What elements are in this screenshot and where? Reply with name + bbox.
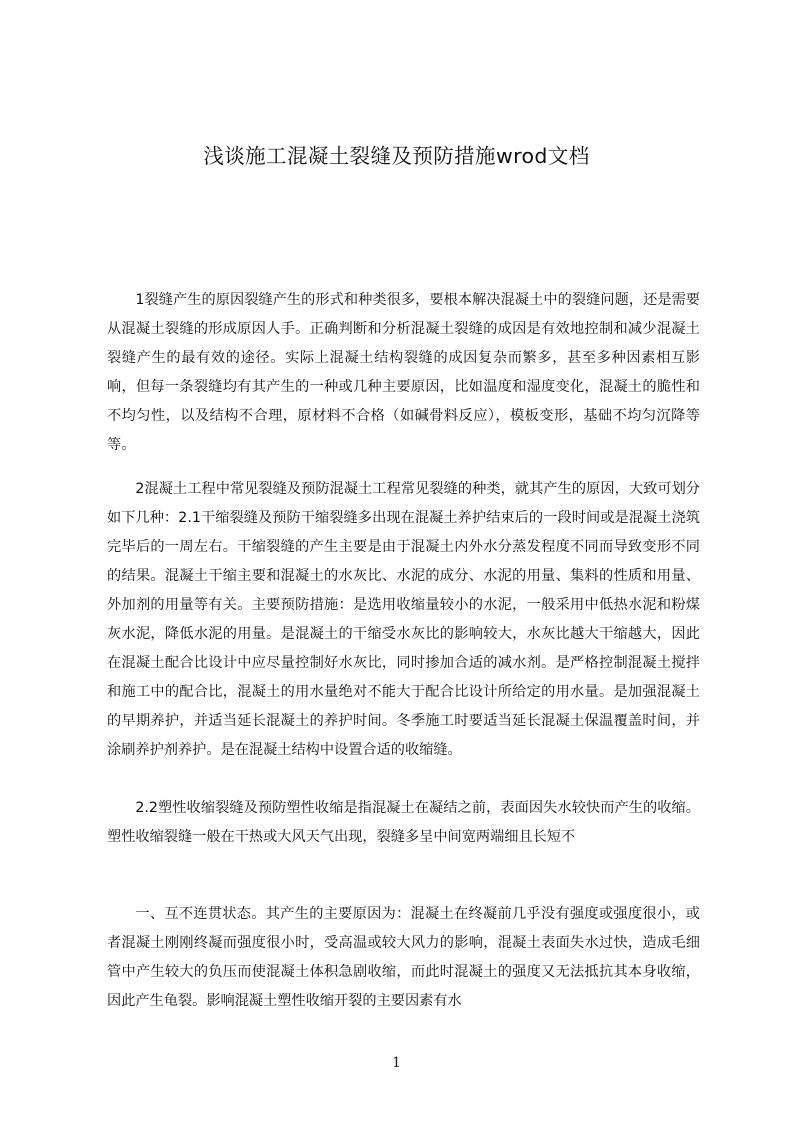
paragraph-common-cracks: 2混凝土工程中常见裂缝及预防混凝土工程常见裂缝的种类，就其产生的原因，大致可划分如下几种：2.1干缩裂缝及预防干缩裂缝多出现在混凝土养护结束后的一段时间或是混凝土浇筑完毕后的一周左右。干缩裂缝的产生主要是由于混凝土内外水分蒸发程度不同而导致变形不同的结果。混凝土干缩主要和混凝土的水灰比、水泥的成分、水泥的用量、集料的性质和用量、外加剂的用量等有关。主要预防措施：是选用收缩量较小的水泥，一般采用中低热水泥和粉煤灰水泥，降低水泥的用量。是混凝土的干缩受水灰比的影响较大，水灰比越大干缩越大，因此在混凝土配合比设计中应尽量控制好水灰比，同时掺加合适的减水剂。是严格控制混凝土搅拌和施工中的配合比，混凝土的用水量绝对不能大于配合比设计所给定的用水量。是加强混凝土的早期养护，并适当延长混凝土的养护时间。冬季施工时要适当延长混凝土保温覆盖时间，并涂刷养护剂养护。是在混凝土结构中设置合适的收缩缝。 bbox=[107, 481, 700, 758]
paragraph-crack-causes: 1裂缝产生的原因裂缝产生的形式和种类很多，要根本解决混凝土中的裂缝问题，还是需要从混凝土裂缝的形成原因人手。正确判断和分析混凝土裂缝的成因是有效地控制和减少混凝土裂缝产生的最有效的途径。实际上混凝土结构裂缝的成因复杂而繁多，甚至多种因素相互影响，但每一条裂缝均有其产生的一种或几种主要原因，比如温度和湿度变化，混凝土的脆性和不均匀性，以及结构不合理，原材料不合格（如碱骨料反应），模板变形，基础不均匀沉降等等。 bbox=[107, 292, 700, 453]
document-title: 浅谈施工混凝土裂缝及预防措施wrod文档 bbox=[203, 144, 590, 168]
page-number: 1 bbox=[392, 1055, 401, 1071]
paragraph-plastic-shrinkage-causes: 一、互不连贯状态。其产生的主要原因为：混凝土在终凝前几乎没有强度或强度很小，或者混凝土刚刚终凝而强度很小时，受高温或较大风力的影响，混凝土表面失水过快，造成毛细管中产生较大的负压而使混凝土体积急剧收缩，而此时混凝土的强度又无法抵抗其本身收缩，因此产生龟裂。影响混凝土塑性收缩开裂的主要因素有水 bbox=[107, 906, 700, 1009]
paragraph-plastic-shrinkage: 2.2塑性收缩裂缝及预防塑性收缩是指混凝土在凝结之前，表面因失水较快而产生的收缩。塑性收缩裂缝一般在干热或大风天气出现，裂缝多呈中间宽两端细且长短不 bbox=[107, 800, 700, 845]
